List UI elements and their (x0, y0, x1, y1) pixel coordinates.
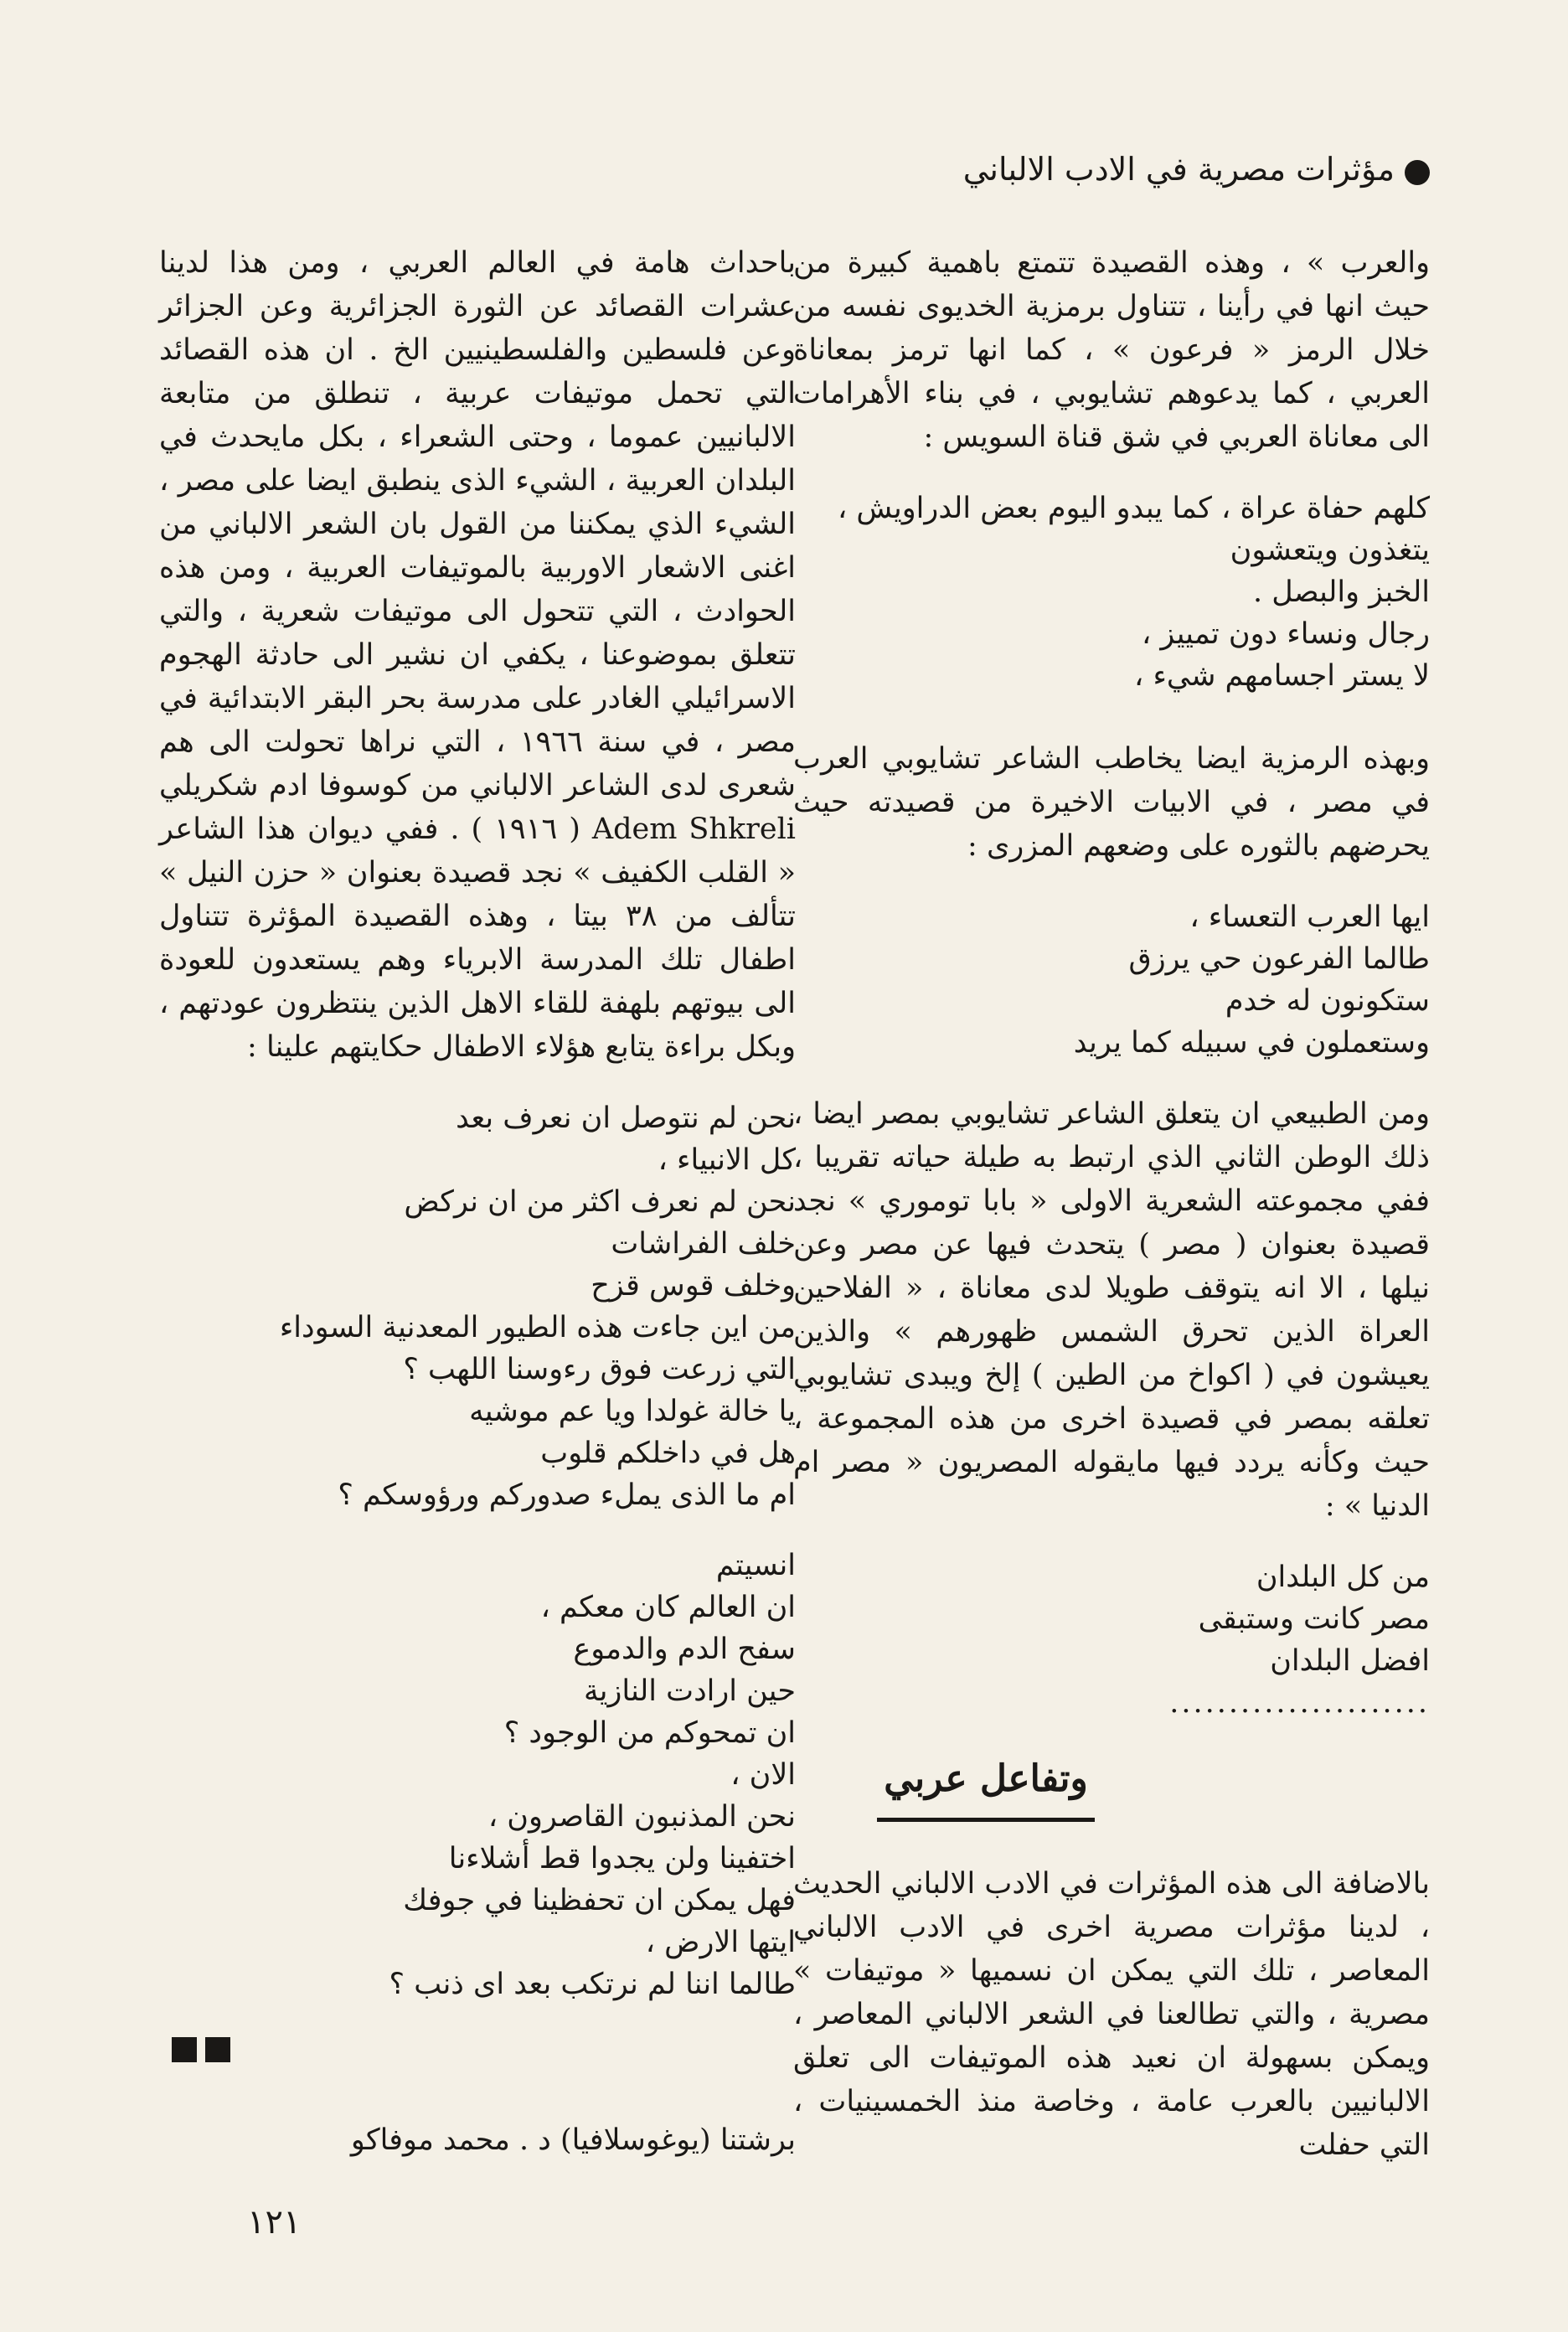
verse-line: الخبز والبصل . (1253, 575, 1430, 609)
poem-verse (159, 1545, 796, 2005)
verse-line: ايتها الارض ، (645, 1926, 796, 1959)
square-icon (205, 2037, 230, 2062)
poem-verse (793, 1556, 1430, 1724)
section-heading: وتفاعل عربي (877, 1752, 1095, 1822)
verse-line: خلف الفراشات (611, 1227, 796, 1261)
verse-line: ام ما الذى يملء صدوركم ورؤوسكم ؟ (338, 1478, 796, 1512)
header-title: مؤثرات مصرية في الادب الالباني (962, 151, 1395, 188)
verse-line: الان ، (730, 1758, 796, 1792)
verse-line: انسيتم (715, 1549, 796, 1582)
verse-line: وخلف قوس قزح (591, 1269, 796, 1303)
verse-line: طالما اننا لم نرتكب بعد اى ذنب ؟ (389, 1968, 796, 2001)
verse-line: ستكونون له خدم (1225, 984, 1430, 1018)
paragraph: والعرب » ، وهذه القصيدة تتمتع باهمية كبيرة من حيث انها في رأينا ، تتناول برمزية الخديوى نفسه من خلال الرمز « فرعون » ، كما انها ترمز بمعاناة العربي ، كما يدعوهم تشايوبي ، في بناء الأهرامات الى معاناة العربي في شق قناة السويس : (793, 246, 1430, 454)
verse-line: طالما الفرعون حي يرزق (1128, 942, 1430, 976)
verse-line: نحن لم نعرف اكثر من ان نركض (404, 1185, 796, 1219)
verse-line: من اين جاءت هذه الطيور المعدنية السوداء (279, 1311, 796, 1344)
verse-line: ان تمحوكم من الوجود ؟ (503, 1716, 796, 1750)
verse-line: نحن لم نتوصل ان نعرف بعد (456, 1102, 796, 1135)
verse-line: يتغذون ويتعشون (1230, 534, 1430, 567)
verse-line: ان العالم كان معكم ، (540, 1591, 796, 1624)
verse-line: كل الانبياء ، (658, 1143, 796, 1177)
verse-line: رجال ونساء دون تمييز ، (1141, 617, 1430, 651)
section-heading-wrap (793, 1752, 1430, 1822)
running-header (910, 147, 1430, 191)
verse-line: يا خالة غولدا ويا عم موشيه (469, 1395, 796, 1428)
end-mark (172, 2037, 230, 2062)
paragraph: باحداث هامة في العالم العربي ، ومن هذا لدينا عشرات القصائد عن الثورة الجزائرية وعن الجزائر وعن فلسطين والفلسطينيين الخ . ان هذه القصائد التي تحمل موتيفات عربية ، تنطلق من متابعة الالبانيين عموما ، وحتى الشعراء ، بكل مايحدث في البلدان العربية ، الشيء الذى ينطبق ايضا على مصر ، الشيء الذي يمكننا من القول بان الشعر الالباني من اغنى الاشعار الاوربية بالموتيفات العربية ، ومن هذه الحوادث ، التي تتحول الى موتيفات شعرية ، والتي تتعلق بموضوعنا ، يكفي ان نشير الى حادثة الهجوم الاسرائيلي الغادر على مدرسة بحر البقر الابتدائية في مصر ، في سنة ١٩٦٦ ، التي نراها تحولت الى هم شعرى لدى الشاعر الالباني من كوسوفا ادم شكريلي Adem Shkreli ( ١٩١٦ ) . ففي ديوان هذا الشاعر « القلب الكفيف » نجد قصيدة بعنوان « حزن النيل » تتألف من ٣٨ بيتا ، وهذه القصيدة المؤثرة تتناول اطفال تلك المدرسة الابرياء وهم يستعدون للعودة الى بيوتهم بلهفة للقاء الاهل الذين ينتظرون عودتهم ، وبكل براءة يتابع هؤلاء الاطفال حكايتهم علينا : (159, 246, 796, 1064)
left-column (159, 241, 796, 2005)
bullet-icon (1405, 160, 1430, 185)
verse-line: فهل يمكن ان تحفظينا في جوفك (403, 1884, 796, 1917)
poem-verse (159, 1097, 796, 1516)
verse-line: حين ارادت النازية (584, 1674, 796, 1708)
verse-line: اختفينا ولن يجدوا قط أشلاءنا (448, 1842, 796, 1875)
verse-line: سفح الدم والدموع (573, 1633, 796, 1666)
verse-line: كلهم حفاة عراة ، كما يبدو اليوم بعض الدراويش ، (838, 492, 1430, 525)
verse-line: هل في داخلكم قلوب (540, 1437, 796, 1470)
verse-line: افضل البلدان (1270, 1644, 1430, 1678)
author-signature: برشتنا (يوغوسلافيا) د . محمد موفاكو (350, 2123, 796, 2157)
verse-line: ايها العرب التعساء ، (1189, 900, 1430, 934)
poem-verse (793, 896, 1430, 1064)
ellipsis-dots: ...................... (1169, 1686, 1430, 1720)
verse-line: من كل البلدان (1256, 1561, 1430, 1594)
paragraph: وبهذه الرمزية ايضا يخاطب الشاعر تشايوبي العرب في مصر ، في الابيات الاخيرة من قصيدته حيث يحرضهم بالثوره على وضعهم المزرى : (793, 742, 1430, 863)
square-icon (172, 2037, 197, 2062)
right-column (793, 241, 1430, 2167)
verse-line: لا يستر اجسامهم شيء ، (1134, 659, 1430, 693)
poem-verse (793, 488, 1430, 697)
paragraph: بالاضافة الى هذه المؤثرات في الادب الالباني الحديث ، لدينا مؤثرات مصرية اخرى في الادب الالباني المعاصر ، تلك التي يمكن ان نسميها « موتيفات » مصرية ، والتي تطالعنا في الشعر الالباني المعاصر ، ويمكن بسهولة ان نعيد هذه الموتيفات الى تعلق الالبانيين بالعرب عامة ، وخاصة منذ الخمسينيات ، التي حفلت (793, 1867, 1430, 2162)
page-number: ١٢١ (247, 2203, 302, 2242)
verse-line: التي زرعت فوق رءوسنا اللهب ؟ (403, 1353, 796, 1386)
verse-line: مصر كانت وستبقى (1198, 1602, 1430, 1636)
verse-line: نحن المذنبون القاصرون ، (487, 1800, 796, 1834)
verse-line: وستعملون في سبيله كما يريد (1073, 1026, 1430, 1060)
paragraph: ومن الطبيعي ان يتعلق الشاعر تشايوبي بمصر ايضا ، ذلك الوطن الثاني الذي ارتبط به طيلة حياته تقريبا ، ففي مجموعته الشعرية الاولى « بابا توموري » نجد قصيدة بعنوان ( مصر ) يتحدث فيها عن مصر وعن نيلها ، الا انه يتوقف طويلا لدى معاناة ، « الفلاحين العراة الذين تحرق الشمس ظهورهم » والذين يعيشون في ( اكواخ من الطين ) إلخ ويبدى تشايوبي تعلقه بمصر في قصيدة اخرى من هذه المجموعة ، حيث وكأنه يردد فيها مايقوله المصريون « مصر ام الدنيا » : (793, 1097, 1430, 1523)
